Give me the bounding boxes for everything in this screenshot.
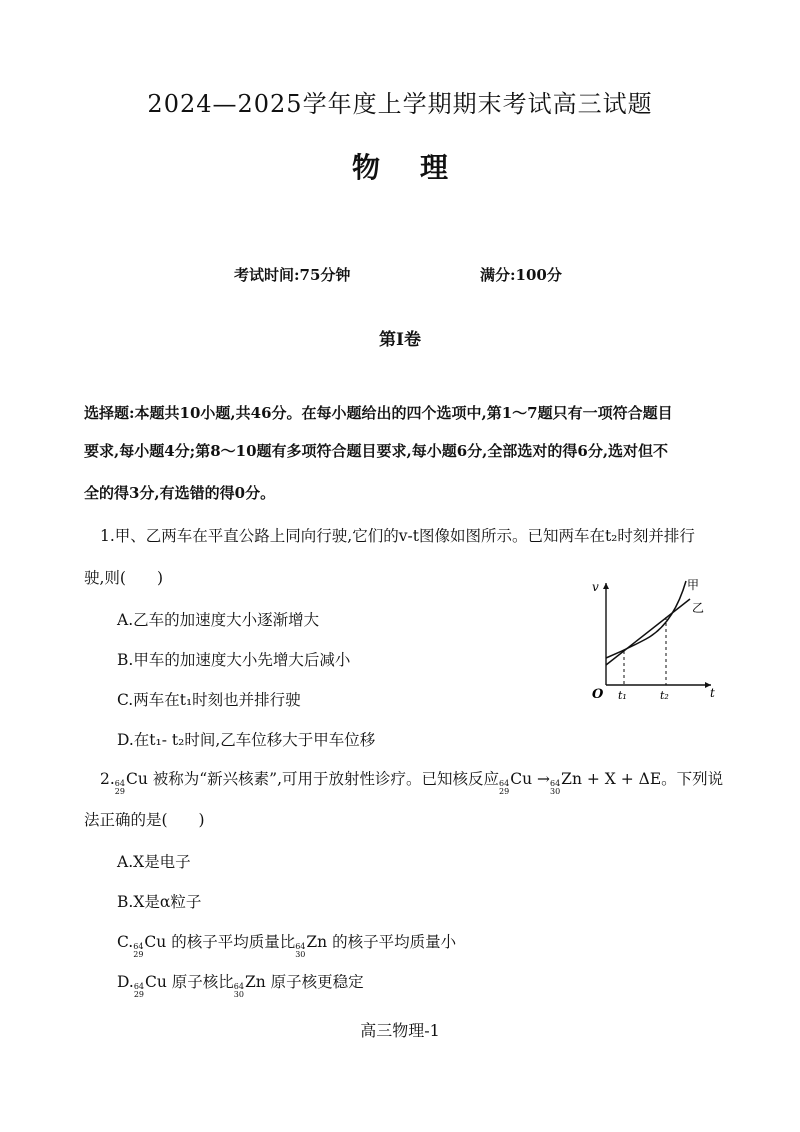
q2-intro-a: Cu 被称为“新兴核素”,可用于放射性诊疗。已知核反应 <box>125 770 500 788</box>
q2-option-d: D. 64 29 Cu 原子核比 64 30 Zn 原子核更稳定 <box>117 973 364 999</box>
jia-label: 甲 <box>687 578 700 592</box>
q2-reaction-a: Cu → <box>510 770 550 788</box>
q1-option-d: D.在t₁- t₂时间,乙车位移大于甲车位移 <box>117 731 376 749</box>
q1-vt-graph <box>586 575 716 700</box>
instructions-line-2: 要求,每小题4分;第8～10题有多项符合题目要求,每小题6分,全部选对的得6分,选对但不 <box>84 442 669 460</box>
yi-line <box>606 599 690 665</box>
v-axis-label: v <box>592 580 599 594</box>
v-axis-arrow <box>603 583 609 589</box>
zn-nuclide-symbol: 64 30 <box>233 982 244 999</box>
page-footer: 高三物理-1 <box>360 1021 440 1040</box>
instructions-line-3: 全的得3分,有选错的得0分。 <box>84 484 276 502</box>
subject-title: 物理 <box>351 151 488 184</box>
cu-nuclide-symbol: 64 29 <box>133 982 144 999</box>
cu-nuclide-symbol: 64 29 <box>133 942 144 959</box>
q2-reaction-b: Zn + X + ΔE <box>561 770 662 788</box>
t2-label: t₂ <box>660 689 669 700</box>
exam-title: 2024—2025学年度上学期期末考试高三试题 <box>147 90 653 118</box>
zn-nuclide-symbol: 64 30 <box>295 942 306 959</box>
q2-number: 2. <box>100 770 115 788</box>
origin-label: O <box>592 687 604 700</box>
cu-nuclide-symbol: 64 29 <box>499 779 510 796</box>
exam-time: 考试时间:75分钟 <box>234 266 351 284</box>
q2-option-b: B.X是α粒子 <box>117 893 202 911</box>
volume-heading: 第I卷 <box>379 330 421 350</box>
instructions-line-1: 选择题:本题共10小题,共46分。在每小题给出的四个选项中,第1～7题只有一项符合题目 <box>84 404 673 422</box>
zn-nuclide-symbol: 64 30 <box>549 779 561 796</box>
q2-option-a: A.X是电子 <box>117 853 191 871</box>
t-axis-label: t <box>710 686 715 700</box>
q2-stem-line-1 <box>100 767 723 796</box>
q1-option-a: A.乙车的加速度大小逐渐增大 <box>117 611 320 629</box>
q2-stem-line-2: 法正确的是( ) <box>84 811 205 829</box>
q2-option-c: C. 64 29 Cu 的核子平均质量比 64 30 Zn 的核子平均质量小 <box>117 933 457 959</box>
q2-intro-b: 。下列说 <box>661 770 724 788</box>
q1-stem-line-2: 驶,则( ) <box>84 569 164 587</box>
q1-stem-line-1: 1.甲、乙两车在平直公路上同向行驶,它们的v-t图像如图所示。已知两车在t₂时刻并排行 <box>100 527 695 545</box>
jia-curve <box>606 581 686 658</box>
full-score: 满分:100分 <box>480 266 562 284</box>
q1-option-c: C.两车在t₁时刻也并排行驶 <box>117 691 301 709</box>
cu-nuclide-symbol: 64 29 <box>114 779 125 796</box>
q1-option-b: B.甲车的加速度大小先增大后减小 <box>117 651 351 669</box>
yi-label: 乙 <box>692 601 705 615</box>
t1-label: t₁ <box>618 689 627 700</box>
